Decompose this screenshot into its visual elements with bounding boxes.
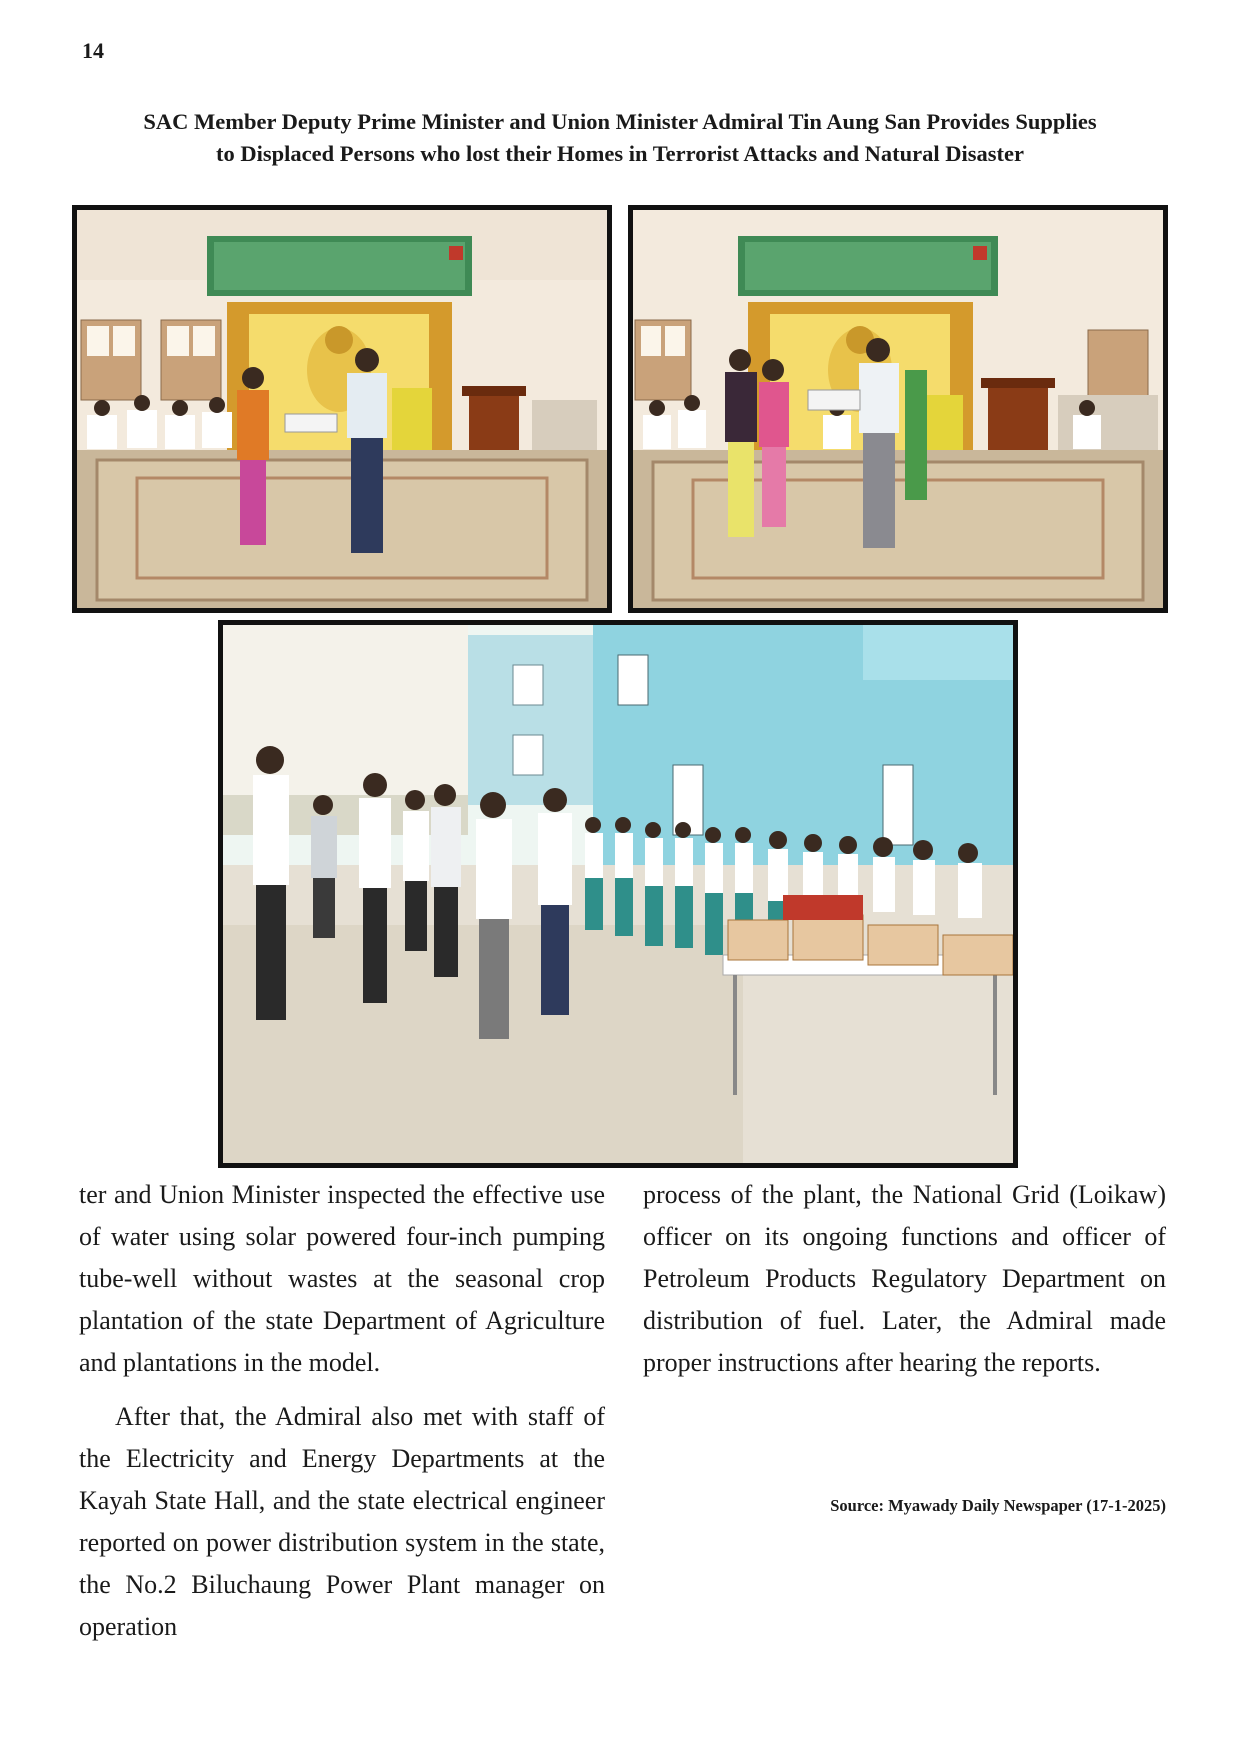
headline <box>70 106 1170 170</box>
page-number: 14 <box>82 38 104 63</box>
article-paragraph: After that, the Admiral also met with staff of the Electricity and Energy Departments at the Kayah State Hall, and the state electrical engineer reported on power distribution system in the state, the No.2 Biluchaung Power Plant manager on operation <box>79 1402 605 1641</box>
article-left-column <box>79 1174 605 1648</box>
article-paragraph: process of the plant, the National Grid (Loikaw) officer on its ongoing functions and officer of Petroleum Products Regulatory Department on distribution of fuel. Later, the Admiral made proper instructions after hearing the reports. <box>643 1180 1166 1377</box>
article-right-column <box>643 1174 1166 1384</box>
article-paragraph: ter and Union Minister inspected the effective use of water using solar powered four-inch pumping tube-well without wastes at the seasonal crop plantation of the state Department of Agriculture and plantations in the model. <box>79 1180 605 1377</box>
supplies-handover-photo-1 <box>72 205 612 613</box>
outdoor-scene-image <box>223 625 1013 1163</box>
supplies-handover-photo-2 <box>628 205 1168 613</box>
source-credit: Source: Myawady Daily Newspaper (17-1-2025) <box>830 1496 1166 1515</box>
headline-line-2: to Displaced Persons who lost their Homes in Terrorist Attacks and Natural Disaster <box>216 141 1024 166</box>
staff-meeting-photo <box>218 620 1018 1168</box>
headline-line-1: SAC Member Deputy Prime Minister and Union Minister Admiral Tin Aung San Provides Supplies <box>143 109 1097 134</box>
hall-scene-image-2 <box>633 210 1163 608</box>
hall-scene-image <box>77 210 607 608</box>
